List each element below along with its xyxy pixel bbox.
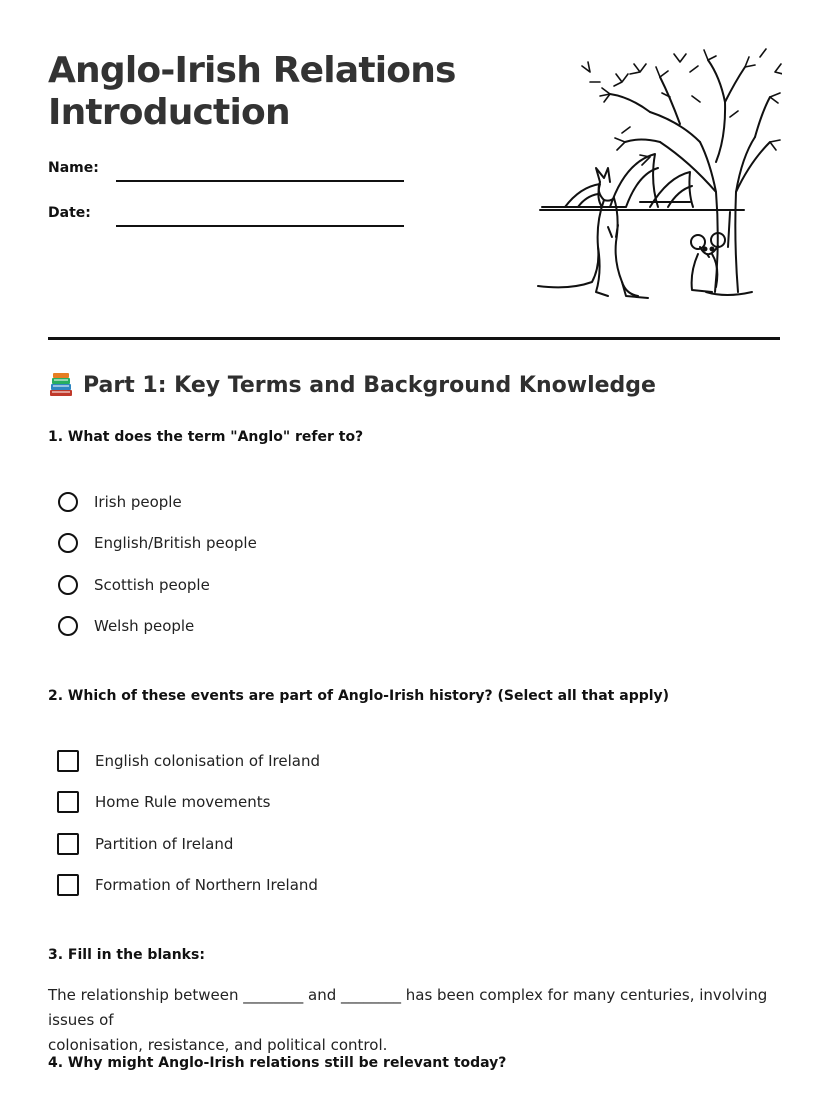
name-label: Name: xyxy=(48,160,99,176)
australia-illustration xyxy=(530,42,782,304)
q2-option-1[interactable] xyxy=(57,748,320,774)
q1-option-2-label: English/British people xyxy=(94,534,257,552)
fill-in-blanks-text xyxy=(48,983,788,1058)
q1-option-4[interactable] xyxy=(57,613,194,639)
q2-option-4[interactable] xyxy=(57,872,318,898)
checkbox[interactable] xyxy=(57,874,79,896)
tree-leaves xyxy=(582,49,782,165)
header-divider xyxy=(48,337,780,340)
q1-option-3[interactable] xyxy=(57,572,210,598)
section-1-heading-text: Part 1: Key Terms and Background Knowledge xyxy=(83,372,656,398)
fill-in-blanks-line-1: The relationship between ________ and ________ has been complex for many centuries, involving issues of xyxy=(48,986,768,1029)
q2-option-2[interactable] xyxy=(57,789,270,815)
q1-option-1[interactable] xyxy=(57,489,182,515)
radio-button[interactable] xyxy=(58,492,78,512)
section-1-heading xyxy=(48,372,656,398)
q1-option-4-label: Welsh people xyxy=(94,617,195,635)
title-line-1: Anglo-Irish Relations xyxy=(48,50,456,91)
q1-option-1-label: Irish people xyxy=(94,493,182,511)
q2-option-2-label: Home Rule movements xyxy=(95,793,271,811)
q2-option-3-label: Partition of Ireland xyxy=(95,835,234,853)
question-2: 2. Which of these events are part of Anglo-Irish history? (Select all that apply) xyxy=(48,688,670,704)
checkbox[interactable] xyxy=(57,791,79,813)
fill-in-blanks-line-2: colonisation, resistance, and political control. xyxy=(48,1036,388,1054)
worksheet-title xyxy=(48,50,488,134)
checkbox[interactable] xyxy=(57,750,79,772)
q2-option-3[interactable] xyxy=(57,831,233,857)
title-line-2: Introduction xyxy=(48,92,290,133)
kangaroo-drawing xyxy=(538,168,648,298)
date-field[interactable] xyxy=(116,225,404,227)
q1-option-3-label: Scottish people xyxy=(94,576,210,594)
radio-button[interactable] xyxy=(58,616,78,636)
checkbox[interactable] xyxy=(57,833,79,855)
question-1: 1. What does the term "Anglo" refer to? xyxy=(48,429,364,445)
name-field[interactable] xyxy=(116,180,404,182)
question-4: 4. Why might Anglo-Irish relations still be relevant today? xyxy=(48,1055,507,1071)
radio-button[interactable] xyxy=(58,575,78,595)
opera-house-drawing xyxy=(565,154,693,207)
q1-option-2[interactable] xyxy=(57,530,257,556)
q2-option-4-label: Formation of Northern Ireland xyxy=(95,876,318,894)
date-label: Date: xyxy=(48,205,91,221)
q2-option-1-label: English colonisation of Ireland xyxy=(95,752,320,770)
radio-button[interactable] xyxy=(58,533,78,553)
question-3: 3. Fill in the blanks: xyxy=(48,947,205,963)
books-icon xyxy=(48,372,74,398)
koala-drawing xyxy=(691,233,725,292)
